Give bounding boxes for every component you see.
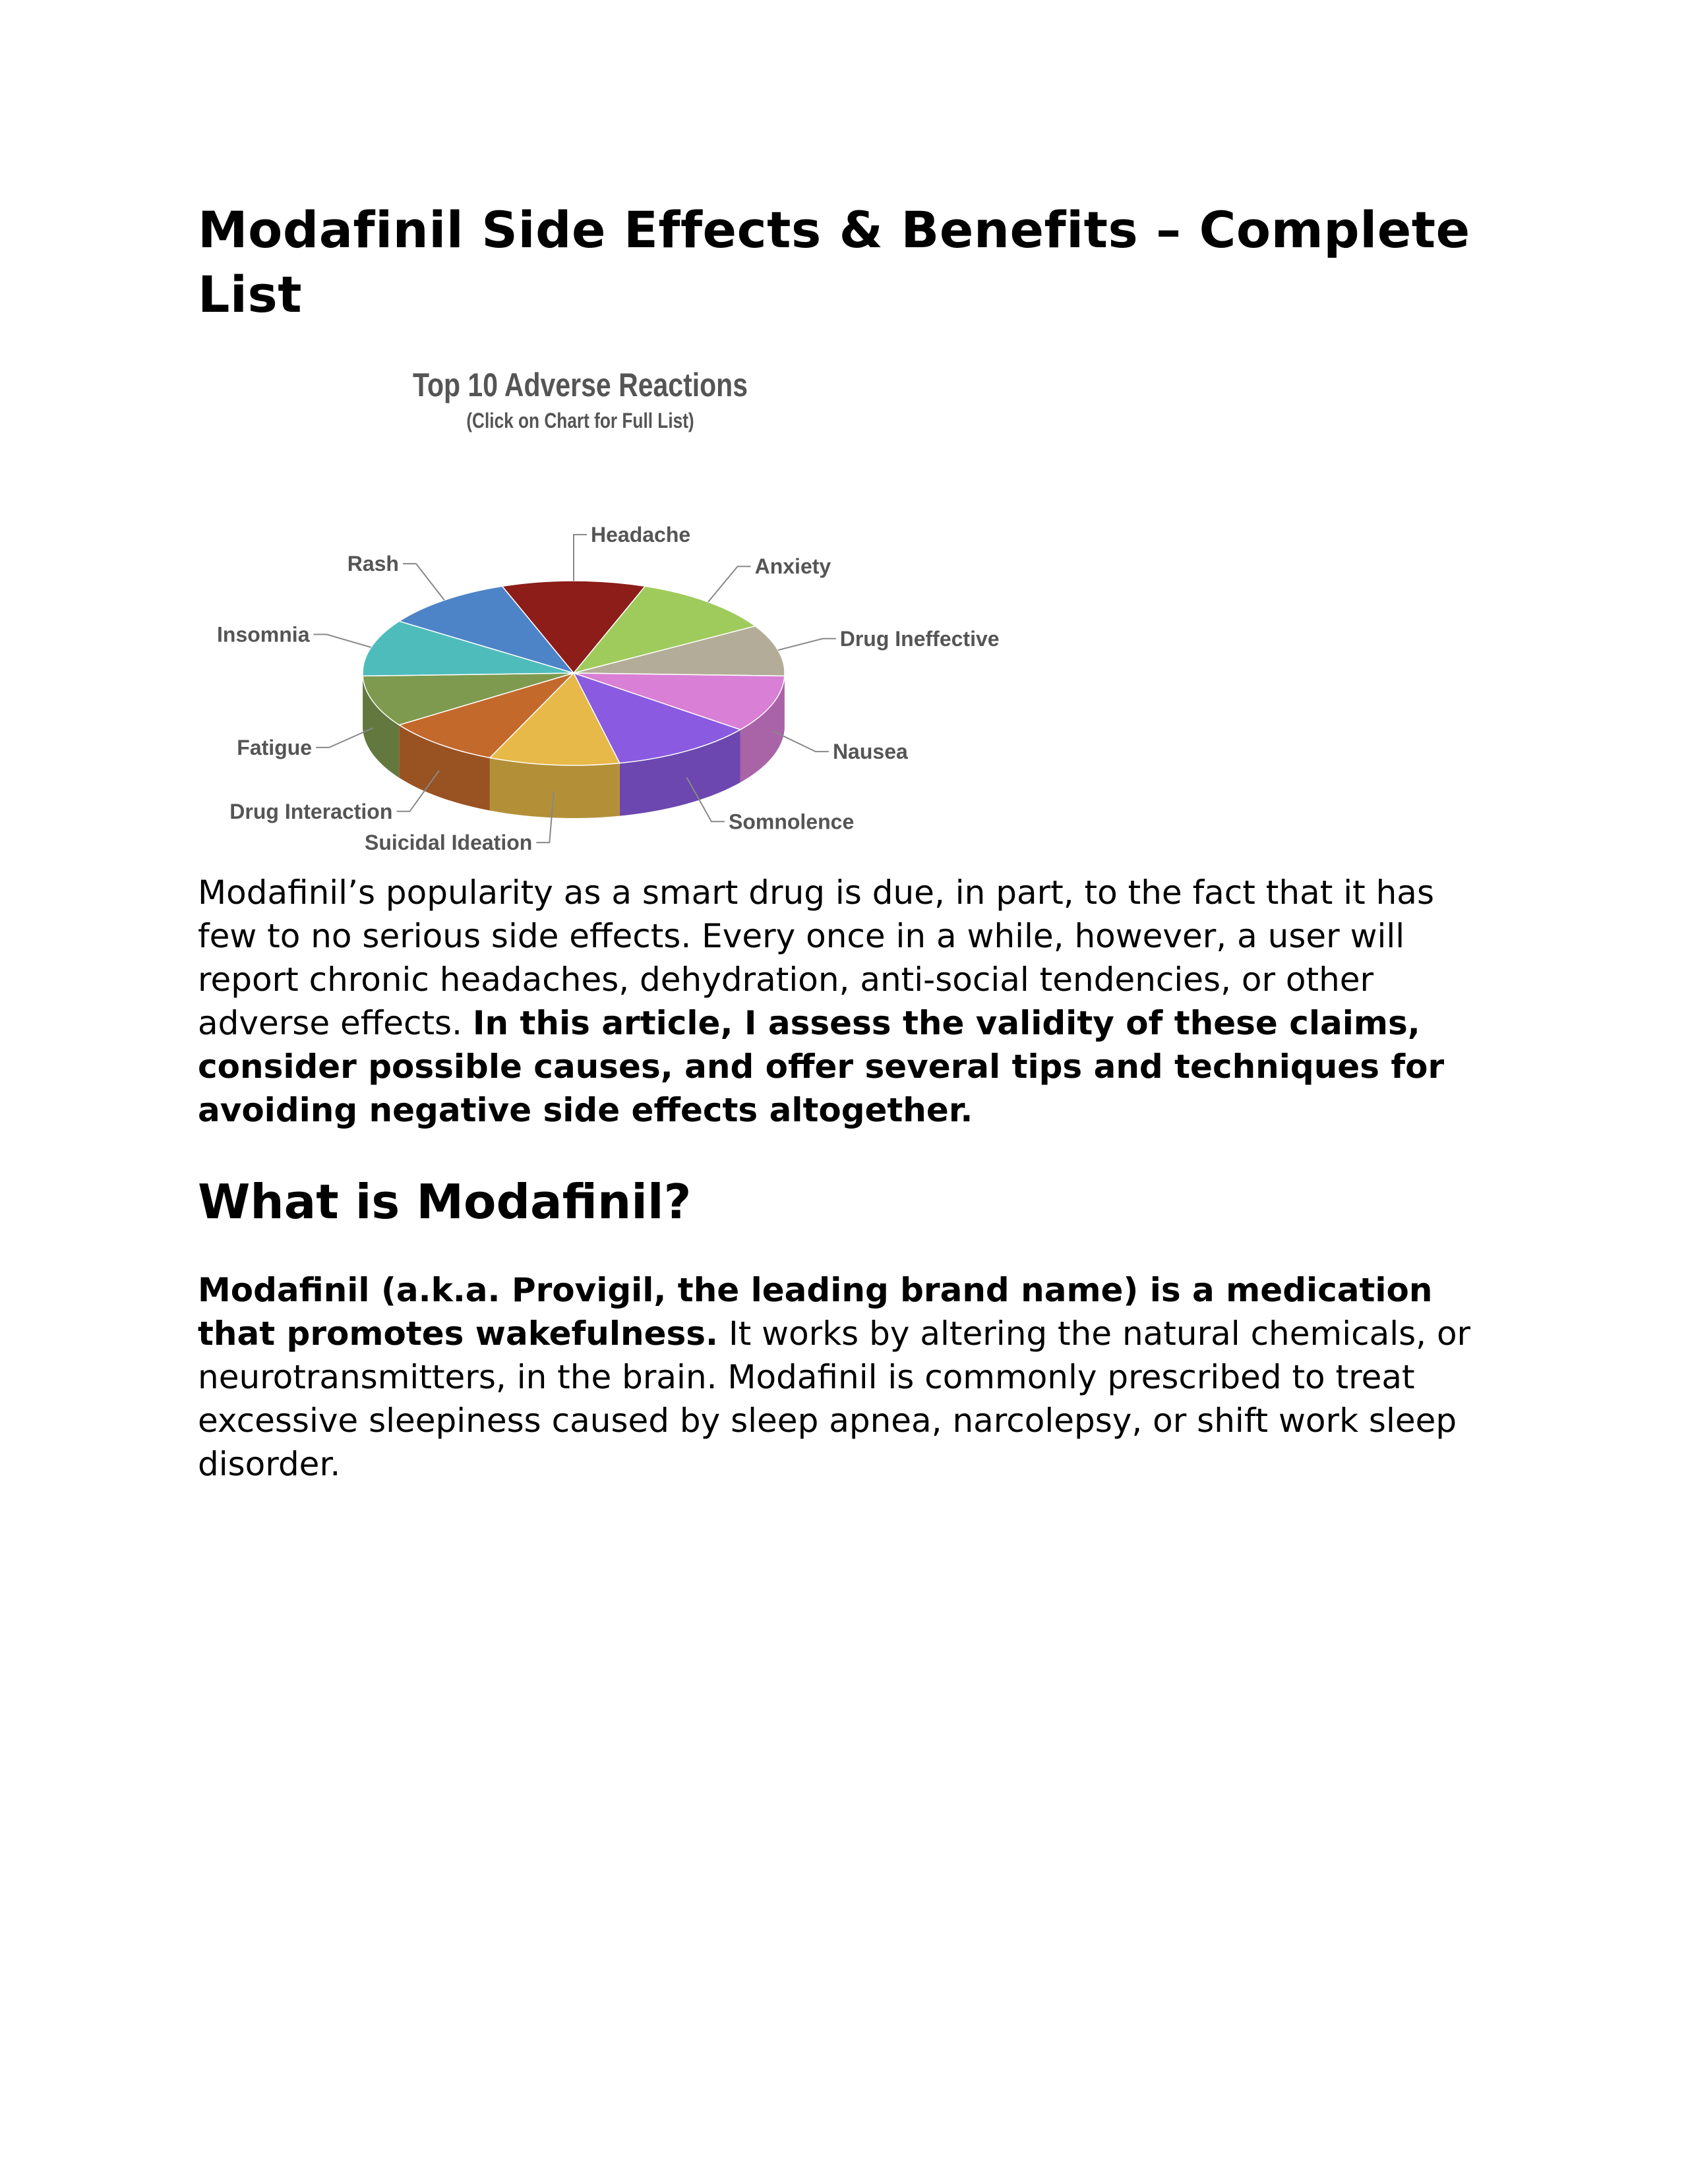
section-heading: What is Modafinil? <box>198 1174 692 1229</box>
intro-bold-text: In this article, I assess the validity of these claims, consider possible causes, and offer several tips and techniques for avoiding negative side effects altogether. <box>198 1004 1445 1129</box>
chart-svg[interactable] <box>198 363 1000 855</box>
leader-line-rash <box>403 564 444 600</box>
leader-line-insomnia <box>313 634 371 647</box>
pie-label-somnolence: Somnolence <box>728 810 855 834</box>
pie-label-suicidal-ideation: Suicidal Ideation <box>365 831 533 855</box>
definition-bold-text: Modafinil (a.k.a. Provigil, the leading brand name) is a medication that promotes wakefulness. <box>198 1271 1433 1353</box>
document-page <box>198 198 1490 1486</box>
pie-label-fatigue: Fatigue <box>237 735 313 759</box>
pie-slice-side-suicidal-ideation <box>490 757 620 818</box>
pie-label-insomnia: Insomnia <box>217 622 310 647</box>
page-title: Modafinil Side Effects & Benefits – Complete List <box>198 200 1470 324</box>
pie-label-drug-interaction: Drug Interaction <box>229 799 393 823</box>
pie-label-drug-ineffective: Drug Ineffective <box>839 626 1000 651</box>
intro-paragraph <box>198 871 1490 1132</box>
adverse-reactions-chart[interactable] <box>198 363 1000 855</box>
pie-label-headache: Headache <box>591 523 691 546</box>
pie-label-anxiety: Anxiety <box>754 554 831 579</box>
pie-label-rash: Rash <box>347 552 399 576</box>
leader-line-headache <box>574 535 587 581</box>
intro-text: Modafinil’s popularity as a smart drug is due, in part, to the fact that it has few to no serious side effects. Every once in a while, however, a user will report chronic headaches, dehydration, anti-social tendencies, or other adverse effects. <box>198 873 1434 1042</box>
chart-subtitle: (Click on Chart for Full List) <box>466 409 694 433</box>
chart-title: Top 10 Adverse Reactions <box>412 367 748 403</box>
leader-line-anxiety <box>708 566 751 602</box>
leader-line-drug-ineffective <box>778 639 836 650</box>
pie-label-nausea: Nausea <box>832 740 908 764</box>
definition-text: It works by altering the natural chemicals, or neurotransmitters, in the brain. Modafinil is commonly prescribed to treat excessive sleepiness caused by sleep apnea, narcolepsy, or shift work sleep disorder. <box>198 1314 1471 1483</box>
definition-paragraph <box>198 1268 1490 1486</box>
